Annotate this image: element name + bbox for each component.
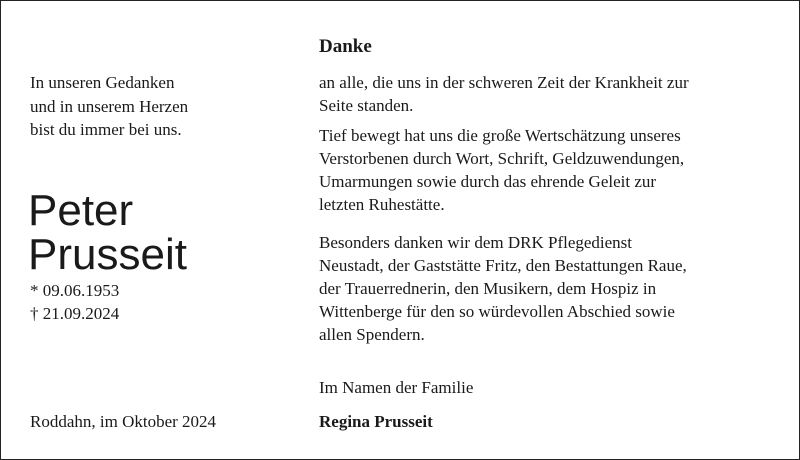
deceased-last-name: Prusseit xyxy=(28,230,187,279)
text-line: letzten Ruhestätte. xyxy=(319,195,445,214)
deceased-first-name: Peter xyxy=(28,186,134,235)
verse-line: In unseren Gedanken xyxy=(30,73,175,92)
signoff-line: Im Namen der Familie xyxy=(319,378,474,397)
text-line: Tief bewegt hat uns die große Wertschätzung unseres xyxy=(319,126,681,145)
text-line: Wittenberge für den so würdevollen Abschied sowie xyxy=(319,302,675,321)
text-line: Umarmungen sowie durch das ehrende Geleit zur xyxy=(319,172,657,191)
verse-line: bist du immer bei uns. xyxy=(30,120,182,139)
birth-date: * 09.06.1953 xyxy=(30,281,120,300)
text-line: Neustadt, der Gaststätte Fritz, den Bestattungen Raue, xyxy=(319,256,687,275)
thanks-heading: Danke xyxy=(319,36,372,57)
place-and-date: Roddahn, im Oktober 2024 xyxy=(30,412,217,431)
thanks-paragraph-1 xyxy=(319,71,689,117)
signer-name: Regina Prusseit xyxy=(319,412,433,431)
life-dates xyxy=(30,279,119,325)
text-line: an alle, die uns in der schweren Zeit der Krankheit zur xyxy=(319,73,689,92)
thanks-paragraph-2 xyxy=(319,124,684,216)
verse-line: und in unserem Herzen xyxy=(30,96,189,116)
text-line: der Trauerrednerin, den Musikern, dem Hospiz in xyxy=(319,279,657,298)
memorial-verse xyxy=(30,71,188,142)
text-line: Seite standen. xyxy=(319,96,414,115)
death-date: † 21.09.2024 xyxy=(30,304,120,323)
text-line: Verstorbenen durch Wort, Schrift, Geldzuwendungen, xyxy=(319,149,685,168)
text-line: Besonders danken wir dem DRK Pflegedienst xyxy=(319,233,633,252)
thanks-paragraph-3 xyxy=(319,231,687,346)
text-line: allen Spendern. xyxy=(319,325,425,344)
